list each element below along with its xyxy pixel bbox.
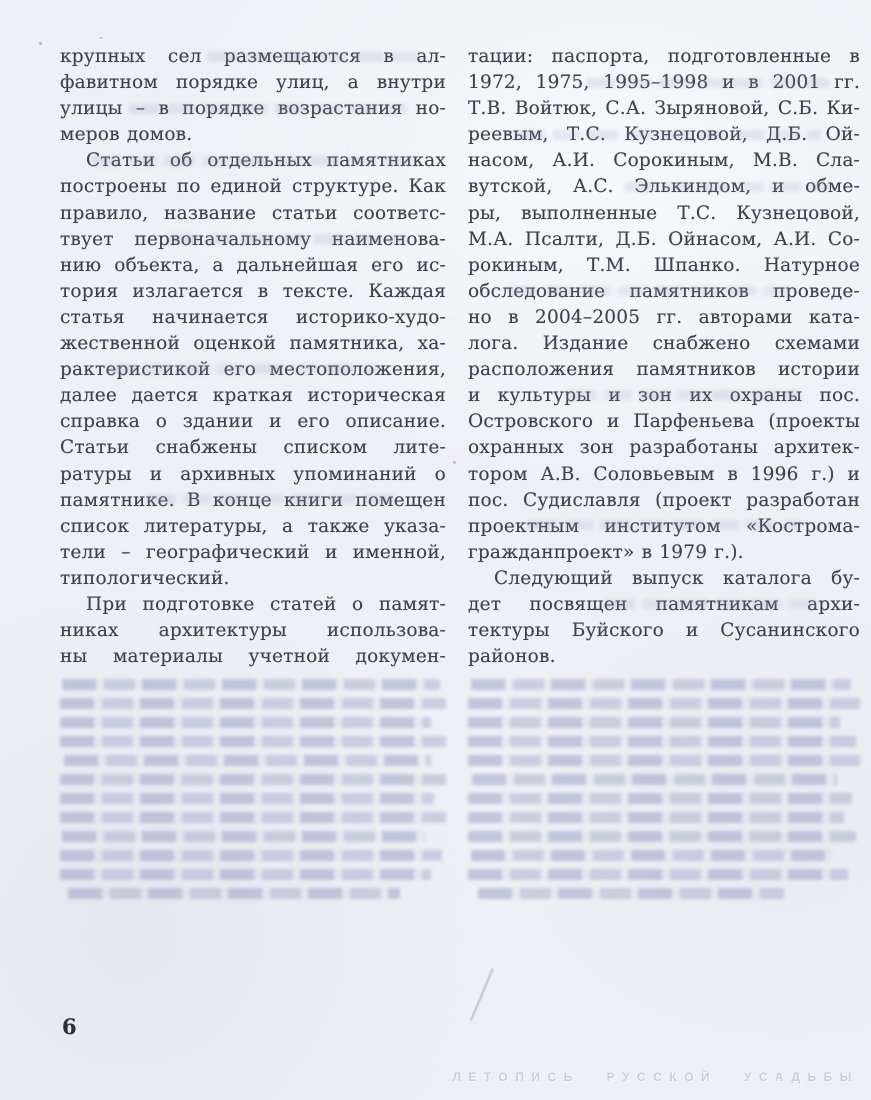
showthrough-line xyxy=(64,755,431,766)
text-line: правило, название статьи соответс- xyxy=(60,202,446,224)
text-line: построены по единой структуре. Как xyxy=(60,176,446,198)
text-line: ратуры и архивных упоминаний о xyxy=(60,463,446,485)
text-line: тели – географический и именной, xyxy=(60,541,446,563)
showthrough-line xyxy=(62,679,440,690)
text-line: справка о здании и его описание. xyxy=(60,411,446,433)
text-line: При подготовке статей о памят- xyxy=(86,593,446,615)
text-line: охранных зон разработаны архитек- xyxy=(468,437,860,459)
text-line: Следующий выпуск каталога бу- xyxy=(494,567,860,589)
showthrough-line xyxy=(60,812,446,823)
text-line: рактеристикой его местоположения, xyxy=(60,359,446,381)
text-line: обследование памятников проведе- xyxy=(468,280,860,302)
showthrough-line xyxy=(60,736,446,747)
text-line: дет посвящен памятникам архи- xyxy=(468,593,860,615)
showthrough-line xyxy=(468,736,856,747)
text-line: Островского и Парфеньева (проекты xyxy=(468,411,860,433)
showthrough-line xyxy=(60,774,446,785)
showthrough-line xyxy=(60,717,431,728)
text-line: тория излагается в тексте. Каждая xyxy=(60,280,446,302)
showthrough-line xyxy=(468,831,856,842)
text-line: гражданпроект» в 1979 г.). xyxy=(468,541,744,563)
text-line: улицы – в порядке возрастания но- xyxy=(60,98,446,120)
showthrough-line xyxy=(468,812,844,823)
text-line: меров домов. xyxy=(60,124,193,146)
text-line: расположения памятников истории xyxy=(468,359,860,381)
paper-speck xyxy=(453,461,456,464)
text-line: проектным институтом «Кострома- xyxy=(468,515,860,537)
showthrough-line xyxy=(471,850,832,861)
showthrough-line xyxy=(468,717,840,728)
showthrough-line xyxy=(468,793,852,804)
showthrough-line xyxy=(60,850,442,861)
showthrough-line xyxy=(68,888,400,899)
text-line: тором А.В. Соловьевым в 1996 г.) и xyxy=(468,463,860,485)
scratch-mark xyxy=(470,968,493,1020)
paper-speck xyxy=(100,37,102,39)
text-line: тации: паспорта, подготовленные в xyxy=(468,46,860,67)
text-line: ны материалы учетной докумен- xyxy=(60,646,446,668)
text-line: пос. Судиславля (проект разработан xyxy=(468,489,860,511)
text-line: но в 2004–2005 гг. авторами ката- xyxy=(468,306,860,328)
showthrough-line xyxy=(60,698,446,709)
text-line: тектуры Буйского и Сусанинского xyxy=(468,620,860,642)
text-line: список литературы, а также указа- xyxy=(60,515,446,537)
page-number: 6 xyxy=(62,1014,77,1039)
text-line: никах архитектуры использова- xyxy=(60,620,446,642)
text-line: Статьи об отдельных памятниках xyxy=(86,150,446,172)
right-column-lines xyxy=(468,44,860,670)
text-line: статья начинается историко-худо- xyxy=(60,306,446,328)
text-line: насом, А.И. Сорокиным, М.В. Сла- xyxy=(468,150,860,172)
right-column-showthrough xyxy=(468,679,860,899)
showthrough-line xyxy=(468,698,860,709)
text-line: памятнике. В конце книги помещен xyxy=(60,489,446,511)
running-footer: ЛЕТОПИСЬ РУССКОЙ УСАДЬБЫ xyxy=(452,1070,859,1084)
text-line: районов. xyxy=(468,646,556,668)
showthrough-line xyxy=(472,774,837,785)
paper-speck xyxy=(39,42,42,45)
right-column xyxy=(468,44,860,906)
text-line: вутской, А.С. Элькиндом, и обме- xyxy=(468,176,860,198)
text-line: М.А. Псалти, Д.Б. Ойнасом, А.И. Со- xyxy=(468,228,860,250)
text-line: далее дается краткая историческая xyxy=(60,385,446,407)
left-column-showthrough xyxy=(60,679,446,899)
text-line: 1972, 1975, 1995–1998 и в 2001 гг. xyxy=(468,72,860,94)
text-line: и культуры и зон их охраны пос. xyxy=(468,385,860,407)
text-line: ры, выполненные Т.С. Кузнецовой, xyxy=(468,202,860,224)
text-line: реевым, Т.С. Кузнецовой, Д.Б. Ой- xyxy=(468,124,860,146)
left-column-lines xyxy=(60,44,446,670)
text-line: рокиным, Т.М. Шпанко. Натурное xyxy=(468,254,860,276)
showthrough-line xyxy=(468,755,860,766)
text-line: нию объекта, а дальнейшая его ис- xyxy=(60,254,446,276)
text-line: типологический. xyxy=(60,567,230,589)
text-line: твует первоначальному наименова- xyxy=(60,228,446,250)
showthrough-line xyxy=(62,831,425,842)
text-line: фавитном порядке улиц, а внутри xyxy=(60,72,446,94)
showthrough-line xyxy=(478,888,784,899)
showthrough-line xyxy=(471,679,851,690)
showthrough-line xyxy=(60,793,434,804)
left-column xyxy=(60,44,446,906)
showthrough-line xyxy=(468,869,848,880)
text-line: крупных сел размещаются в ал- xyxy=(60,46,446,67)
text-line: Т.В. Войтюк, С.А. Зыряновой, С.Б. Ки- xyxy=(468,98,860,120)
text-line: жественной оценкой памятника, ха- xyxy=(60,333,446,355)
showthrough-line xyxy=(60,869,431,880)
text-line: Статьи снабжены списком лите- xyxy=(60,437,446,459)
text-line: лога. Издание снабжено схемами xyxy=(468,333,860,355)
